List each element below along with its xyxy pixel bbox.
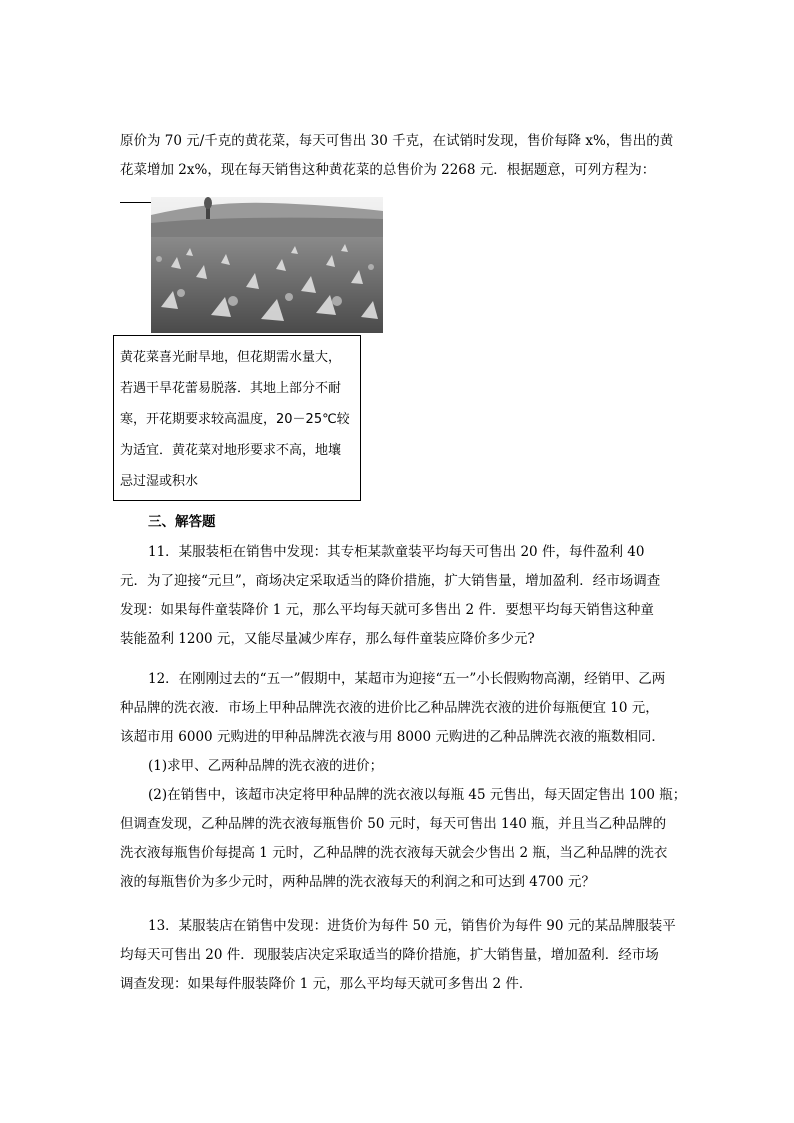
q11-line: 11．某服装柜在销售中发现：其专柜某款童装平均每天可售出 20 件，每件盈利 40	[148, 544, 645, 560]
q12-sub2-line: 液的每瓶售价为多少元时，两种品牌的洗衣液每天的利润之和可达到 4700 元？	[120, 874, 595, 890]
intro-line-2: 花菜增加 2x%，现在每天销售这种黄花菜的总售价为 2268 元．根据题意，可列方程为：	[120, 162, 656, 178]
q11-line: 发现：如果每件童装降价 1 元，那么平均每天就可多售出 2 件．要想平均每天销售这种童	[120, 602, 654, 618]
section-title: 三、解答题	[148, 514, 216, 530]
info-line: 寒，开花期要求较高温度，20－25℃较	[120, 412, 350, 427]
q12-sub2-line: 洗衣液每瓶售价每提高 1 元时，乙种品牌的洗衣液每天就会少售出 2 瓶，当乙种品牌的洗衣	[120, 845, 668, 861]
q11-line: 元．为了迎接“元旦”，商场决定采取适当的降价措施，扩大销售量，增加盈利．经市场调查	[120, 573, 661, 589]
q12-sub1: (1)求甲、乙两种品牌的洗衣液的进价；	[148, 758, 384, 774]
intro-line-1: 原价为 70 元/千克的黄花菜，每天可售出 30 千克，在试销时发现，售价每降 x%，售出的黄	[120, 133, 674, 149]
question-12	[120, 665, 687, 897]
info-line: 忌过湿或积水	[120, 474, 199, 489]
daylily-info-box	[113, 335, 361, 501]
q12-line: 12．在刚刚过去的“五一”假期中，某超市为迎接“五一”小长假购物高潮，经销甲、乙两	[148, 671, 666, 687]
info-line: 若遇干旱花蕾易脱落．其地上部分不耐	[120, 381, 342, 396]
q13-line: 均每天可售出 20 件．现服装店决定采取适当的降价措施，扩大销售量，增加盈利．经市场	[120, 947, 659, 963]
q13-line: 调查发现：如果每件服装降价 1 元，那么平均每天就可多售出 2 件．	[120, 976, 533, 992]
daylily-field-photo	[151, 197, 383, 333]
info-line: 为适宜．黄花菜对地形要求不高，地壤	[120, 443, 342, 458]
q13-line: 13．某服装店在销售中发现：进货价为每件 50 元，销售价为每件 90 元的某品牌服装平	[148, 918, 676, 934]
q12-line: 该超市用 6000 元购进的甲种品牌洗衣液与用 8000 元购进的乙种品牌洗衣液的瓶数相同．	[120, 729, 665, 745]
question-11	[120, 538, 680, 654]
info-line: 黄花菜喜光耐旱地，但花期需水量大，	[120, 350, 342, 365]
q12-sub2-line: 但调查发现，乙种品牌的洗衣液每瓶售价 50 元时，每天可售出 140 瓶，并且当乙种品牌的	[120, 816, 667, 832]
question-13	[120, 912, 680, 999]
q12-line: 种品牌的洗衣液．市场上甲种品牌洗衣液的进价比乙种品牌洗衣液的进价每瓶便宜 10 元，	[120, 700, 659, 716]
q11-line: 装能盈利 1200 元，又能尽量减少库存，那么每件童装应降价多少元?	[120, 631, 535, 647]
q12-sub2-line: (2)在销售中，该超市决定将甲种品牌的洗衣液以每瓶 45 元售出，每天固定售出 100 瓶；	[148, 787, 687, 803]
